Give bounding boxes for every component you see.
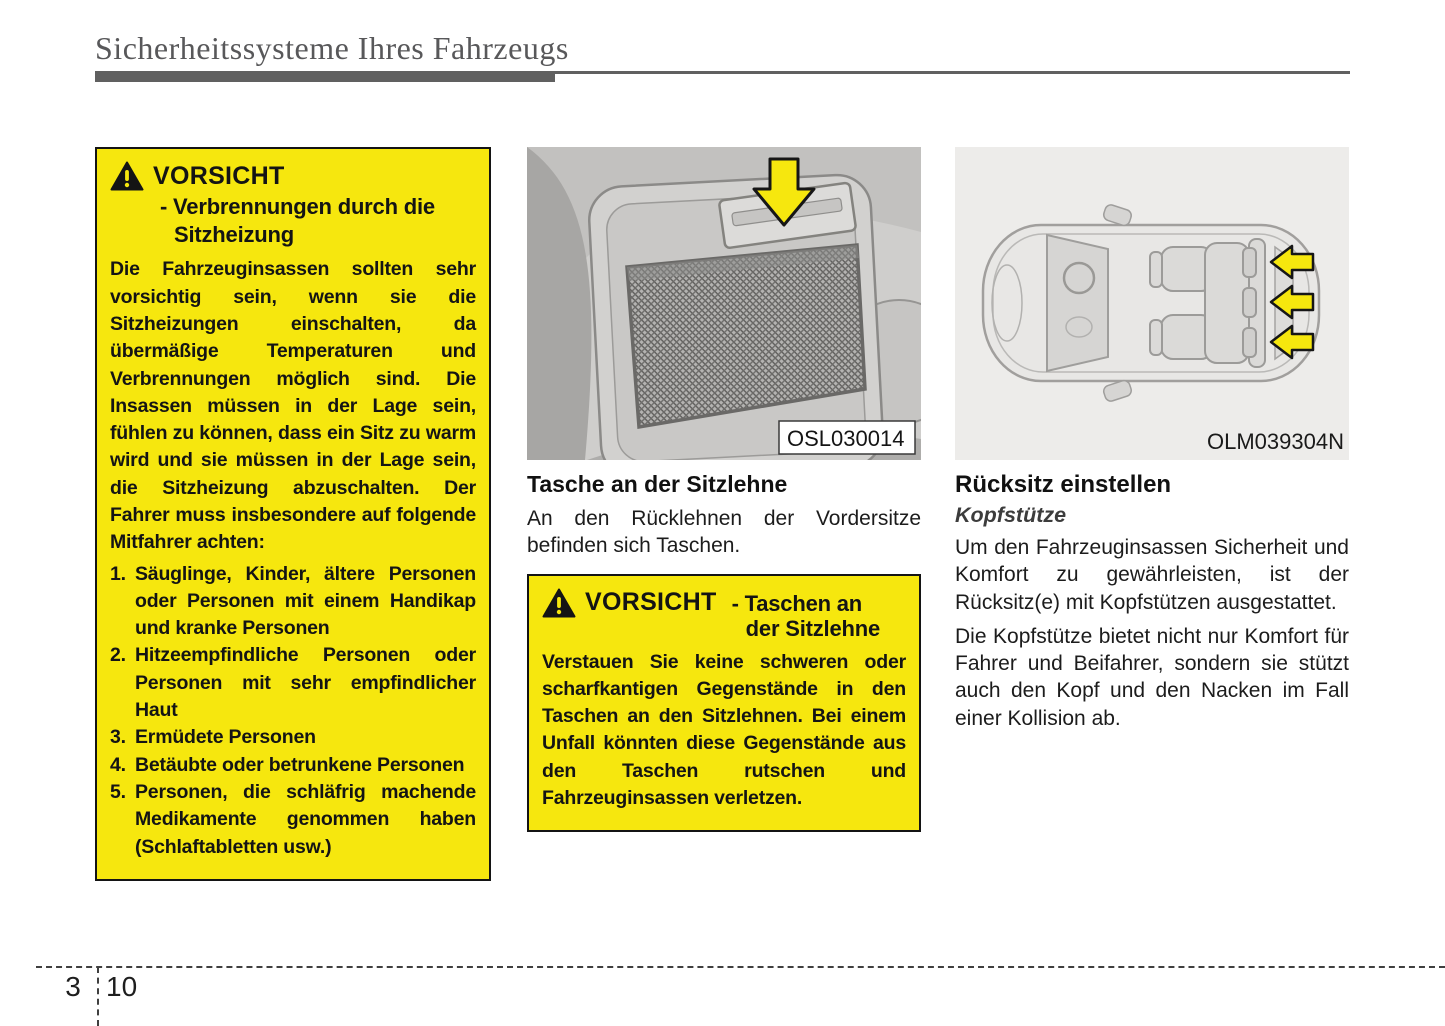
subsection-headrest: Kopfstütze (955, 503, 1067, 527)
column-right (955, 147, 1349, 732)
headrest-paragraph-1: Um den Fahrzeuginsassen Sicherheit und Komfort zu gewährleisten, ist der Rücksitz(e) mit Kopfstützen ausgestattet. (955, 536, 1349, 614)
list-item-text: Personen, die schläfrig machende Medikamente genommen haben (Schlaftabletten usw.) (135, 780, 476, 858)
footer-dashed-divider (97, 967, 99, 1026)
list-item (110, 752, 476, 779)
warning-subtitle-line2: der Sitzlehne (745, 615, 880, 641)
section-heading-rear-seat: Rücksitz einstellen (955, 471, 1172, 498)
list-item-text: Ermüdete Personen (135, 726, 316, 749)
warning-numbered-list (110, 561, 476, 861)
section-heading-pocket: Tasche an der Sitzlehne (527, 471, 788, 497)
left-arrow-icon (1271, 246, 1313, 358)
page-title: Sicherheitssysteme Ihres Fahrzeugs (95, 30, 569, 66)
rear-bench (1205, 239, 1265, 367)
list-item-number: 3. (110, 726, 126, 749)
warning-title: VORSICHT (153, 161, 285, 190)
car-topview-illustration (955, 147, 1349, 460)
seat-pocket-illustration (527, 147, 921, 460)
list-item-text: Betäubte oder betrunkene Personen (135, 753, 465, 776)
list-item (110, 779, 476, 861)
warning-box-seat-heating (95, 147, 491, 881)
warning-box-pockets (527, 574, 921, 832)
list-item-number: 1. (110, 562, 126, 585)
figure-code-badge (779, 421, 915, 454)
header-rule-thin (555, 71, 1350, 74)
figure-code: OLM039304N (1207, 429, 1344, 454)
list-item-number: 5. (110, 780, 126, 803)
list-item (110, 561, 476, 643)
headrest-paragraph-2: Die Kopfstütze bietet nicht nur Komfort für Fahrer und Beifahrer, sondern sie stützt auch den Kopf und den Nacken im Fall einer Kollision ab. (955, 624, 1349, 730)
header-rule-thick (95, 71, 555, 82)
footer-chapter-number: 3 (65, 971, 81, 1002)
list-item-text: Hitzeempfindliche Personen oder Personen mit sehr empfindlicher Haut (135, 644, 476, 722)
column-middle (527, 147, 921, 832)
warning-title-row (542, 588, 906, 618)
warning-title: VORSICHT (585, 587, 717, 616)
section-body-pocket: An den Rücklehnen der Vordersitze befinden sich Taschen. (527, 507, 921, 558)
list-item-text: Säuglinge, Kinder, ältere Personen oder Personen mit einem Handikap und kranke Personen (135, 562, 476, 640)
warning-triangle-icon (110, 161, 144, 191)
list-item-number: 4. (110, 753, 126, 776)
footer-dashed-rule (36, 966, 1445, 968)
list-item (110, 642, 476, 724)
warning-title-row (110, 161, 476, 191)
list-item-number: 2. (110, 644, 126, 667)
warning-subtitle-line1: - Verbrennungen durch die (160, 194, 435, 219)
warning-body: Die Fahrzeuginsassen sollten sehr vorsichtig sein, wenn sie die Sitzheizungen einschalten, da übermäßige Temperaturen und Verbrennungen möglich sind. Die Insassen müssen in der Lage sein, fühlen zu können, dass ein Sitz zu warm wird und sie müssen in der Lage sein, die Sitzheizung abzuschalten. Der Fahrer muss insbesondere auf folgende Mitfahrer achten: (110, 258, 476, 554)
warning-triangle-icon (542, 588, 576, 618)
warning-subtitle-line1: - Taschen an (731, 590, 863, 616)
list-item (110, 724, 476, 751)
warning-body: Verstauen Sie keine schweren oder scharfkantigen Gegenstände in den Taschen an den Sitzlehnen. Bei einem Unfall könnten diese Gegenstände aus den Taschen rutschen und Fahrzeuginsassen verletzen. (542, 650, 906, 810)
warning-subtitle-line2: Sitzheizung (174, 222, 295, 248)
column-left (95, 147, 491, 881)
footer-page-number: 10 (106, 971, 138, 1002)
figure-code: OSL030014 (787, 426, 905, 451)
car-body (983, 203, 1319, 402)
